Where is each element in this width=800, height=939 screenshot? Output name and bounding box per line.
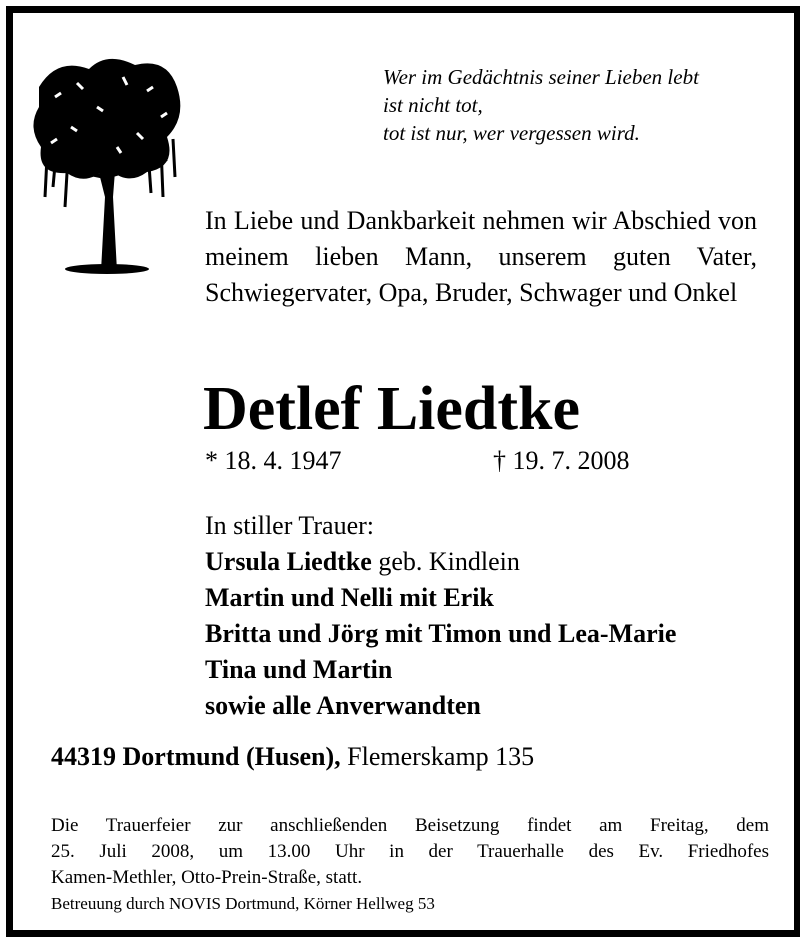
birth-date: * 18. 4. 1947 <box>205 446 342 475</box>
mourner-line <box>205 544 676 580</box>
mourner-line: Tina und Martin <box>205 655 393 684</box>
mourners-list <box>205 508 676 724</box>
mourner-line: Britta und Jörg mit Timon und Lea-Marie <box>205 619 677 648</box>
mourner-line: Martin und Nelli mit Erik <box>205 583 494 612</box>
service-line: Kamen-Methler, Otto-Prein-Straße, statt. <box>51 867 363 888</box>
service-line: 25. Juli 2008, um 13.00 Uhr in der Trauerhalle des Ev. Friedhofes <box>51 841 769 862</box>
tree-icon <box>27 47 187 277</box>
intro-text: In Liebe und Dankbarkeit nehmen wir Abschied von meinem lieben Mann, unserem guten Vater, Schwiegervater, Opa, Bruder, Schwager und Onkel <box>205 206 757 307</box>
mourner-line: sowie alle Anverwandten <box>205 691 481 720</box>
deceased-name: Detlef Liedtke <box>203 375 581 443</box>
funeral-service-info <box>51 813 769 891</box>
quote-line: tot ist nur, wer vergessen wird. <box>383 121 640 145</box>
family-address <box>51 739 534 775</box>
funeral-home-credit: Betreuung durch NOVIS Dortmund, Körner Hellweg 53 <box>51 894 435 913</box>
obituary-notice <box>6 6 800 937</box>
mourner-suffix: geb. Kindlein <box>371 547 520 576</box>
address-street: Flemerskamp 135 <box>340 742 535 771</box>
memorial-quote <box>383 63 783 147</box>
quote-line: Wer im Gedächtnis seiner Lieben lebt <box>383 65 699 89</box>
service-line: Die Trauerfeier zur anschließenden Beisetzung findet am Freitag, dem <box>51 815 769 836</box>
quote-line: ist nicht tot, <box>383 93 483 117</box>
death-date: † 19. 7. 2008 <box>493 446 630 475</box>
address-city: 44319 Dortmund (Husen), <box>51 742 341 771</box>
mourners-heading: In stiller Trauer: <box>205 511 374 540</box>
mourner-name: Ursula Liedtke <box>205 547 372 576</box>
